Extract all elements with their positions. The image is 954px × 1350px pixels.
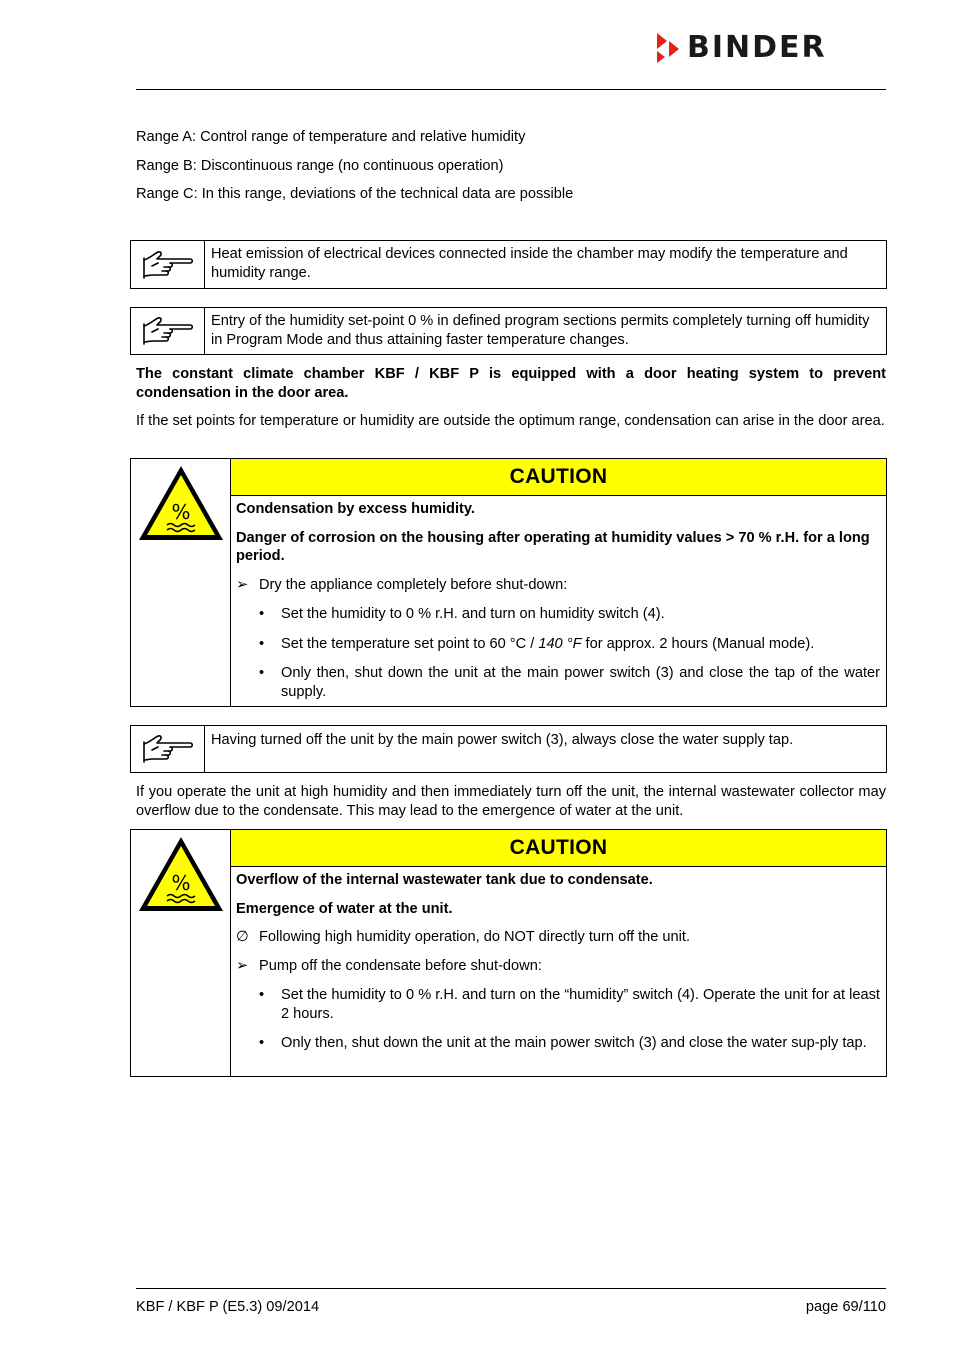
caution-consequence: Danger of corrosion on the housing after operating at humidity values > 70 % r.H. for a long period. <box>236 529 870 564</box>
footer-page-number: page 69/110 <box>805 1299 886 1315</box>
caution-step <box>236 664 880 701</box>
caution-step <box>236 1034 880 1053</box>
caution-prohibition <box>236 928 880 947</box>
binder-logo <box>655 28 827 66</box>
caution-body <box>231 496 886 705</box>
caution-step-text: Only then, shut down the unit at the main power switch (3) and close the tap of the water supply. <box>281 665 880 700</box>
caution-box-condensation <box>130 458 887 707</box>
caution-action <box>236 576 880 595</box>
caution-box-overflow <box>130 829 887 1077</box>
note-icon-cell <box>131 241 205 288</box>
caution-title: CAUTION <box>231 459 886 496</box>
caution-content <box>231 459 886 706</box>
caution-step <box>236 635 880 654</box>
range-c-text: Range C: In this range, deviations of the technical data are possible <box>136 186 574 202</box>
humidity-warning-icon <box>136 834 226 914</box>
caution-hazard: Overflow of the internal wastewater tank due to condensate. <box>236 872 653 888</box>
caution-step-text: Only then, shut down the unit at the main power switch (3) and close the water sup-ply tap. <box>281 1035 867 1051</box>
arrow-marker-icon: ➢ <box>236 576 249 593</box>
svg-text:%: % <box>170 500 191 524</box>
note-box-humidity-setpoint <box>130 307 887 355</box>
note-icon-cell <box>131 308 205 354</box>
caution-prohibition-text: Following high humidity operation, do NOT directly turn off the unit. <box>259 929 691 945</box>
caution-title: CAUTION <box>231 830 886 867</box>
bullet-icon: • <box>259 987 265 1003</box>
bullet-icon: • <box>259 1035 265 1051</box>
brand-name: BINDER <box>687 29 827 65</box>
warning-icon-cell <box>131 830 231 1076</box>
pointing-hand-icon <box>140 248 196 282</box>
caution-step-text: Set the temperature set point to 60 °C / 140 °F for approx. 2 hours (Manual mode). <box>281 635 815 652</box>
caution-action <box>236 957 880 976</box>
prohibition-marker-icon: ∅ <box>236 929 249 945</box>
caution-step-text: Set the humidity to 0 % r.H. and turn on the “humidity” switch (4). Operate the unit for at least 2 hours. <box>281 987 880 1022</box>
note-box-heat-emission <box>130 240 887 289</box>
bullet-icon: • <box>259 635 265 652</box>
range-b-text: Range B: Discontinuous range (no continuous operation) <box>136 158 504 174</box>
door-heating-explanation: If the set points for temperature or humidity are outside the optimum range, condensation can arise in the door area. <box>136 413 885 429</box>
humidity-warning-icon <box>136 463 226 543</box>
note-text: Heat emission of electrical devices connected inside the chamber may modify the temperature and humidity range. <box>211 246 848 281</box>
svg-text:%: % <box>170 871 191 895</box>
caution-hazard: Condensation by excess humidity. <box>236 501 475 517</box>
caution-action-text: Dry the appliance completely before shut-down: <box>259 576 568 593</box>
footer-rule <box>136 1288 886 1289</box>
note-icon-cell <box>131 726 205 772</box>
header-rule <box>136 89 886 90</box>
pointing-hand-icon <box>140 314 196 348</box>
caution-step <box>236 605 880 624</box>
footer-document-id: KBF / KBF P (E5.3) 09/2014 <box>136 1299 320 1315</box>
caution-consequence: Emergence of water at the unit. <box>236 900 453 917</box>
caution-step <box>236 986 880 1023</box>
door-heating-statement: The constant climate chamber KBF / KBF P is equipped with a door heating system to prevent condensation in the door area. <box>136 366 886 401</box>
overflow-explanation: If you operate the unit at high humidity and then immediately turn off the unit, the internal wastewater collector may overflow due to the condensate. This may lead to the emergence of water at the unit. <box>136 784 886 819</box>
logo-arrow-icon <box>655 30 681 64</box>
note-text: Entry of the humidity set-point 0 % in defined program sections permits completely turning off humidity in Program Mode and thus attaining faster temperature changes. <box>211 313 870 348</box>
range-a-text: Range A: Control range of temperature and relative humidity <box>136 129 526 145</box>
caution-action-text: Pump off the condensate before shut-down: <box>259 957 542 974</box>
pointing-hand-icon <box>140 732 196 766</box>
caution-content <box>231 830 886 1076</box>
caution-step-text: Set the humidity to 0 % r.H. and turn on humidity switch (4). <box>281 606 665 622</box>
note-text: Having turned off the unit by the main power switch (3), always close the water supply tap. <box>211 732 794 748</box>
arrow-marker-icon: ➢ <box>236 957 249 974</box>
bullet-icon: • <box>259 665 265 681</box>
note-box-water-tap <box>130 725 887 773</box>
caution-body <box>231 867 886 1057</box>
bullet-icon: • <box>259 606 265 622</box>
warning-icon-cell <box>131 459 231 706</box>
